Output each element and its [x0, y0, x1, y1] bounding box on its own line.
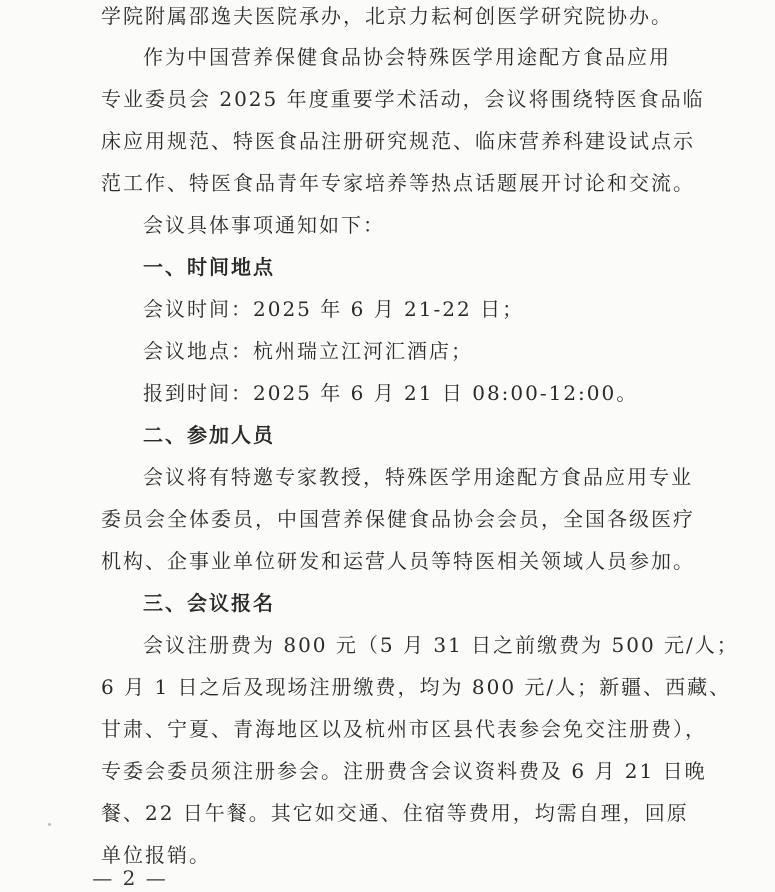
- paragraph-line: 专委会委员须注册参会。注册费含会议资料费及 6 月 21 日晚: [101, 759, 707, 783]
- section-heading-registration: 三、会议报名: [143, 591, 275, 615]
- paragraph-line: 学院附属邵逸夫医院承办，北京力耘柯创医学研究院协办。: [101, 4, 673, 28]
- paragraph-line: 机构、企事业单位研发和运营人员等特医相关领域人员参加。: [101, 549, 695, 573]
- registration-time: 报到时间：2025 年 6 月 21 日 08:00-12:00。: [143, 381, 639, 405]
- scan-speck: [48, 823, 51, 826]
- meeting-time: 会议时间：2025 年 6 月 21-22 日；: [143, 297, 525, 321]
- paragraph-line: 餐、22 日午餐。其它如交通、住宿等费用，均需自理，回原: [101, 801, 689, 825]
- paragraph-line: 床应用规范、特医食品注册研究规范、临床营养科建设试点示: [101, 129, 695, 153]
- paragraph-line: 甘肃、宁夏、青海地区以及杭州市区县代表参会免交注册费），: [101, 717, 707, 741]
- paragraph-line: 6 月 1 日之后及现场注册缴费，均为 800 元/人；新疆、西藏、: [101, 675, 732, 699]
- paragraph-line: 委员会全体委员，中国营养保健食品协会会员，全国各级医疗: [101, 507, 695, 531]
- paragraph-line: 会议注册费为 800 元（5 月 31 日之前缴费为 500 元/人；: [143, 633, 739, 657]
- meeting-location: 会议地点：杭州瑞立江河汇酒店；: [143, 339, 473, 363]
- paragraph-line: 会议将有特邀专家教授，特殊医学用途配方食品应用专业: [143, 465, 693, 489]
- page-number: — 2 —: [92, 866, 168, 890]
- section-heading-time-location: 一、时间地点: [143, 255, 275, 279]
- paragraph-line: 单位报销。: [101, 843, 211, 867]
- paragraph-line: 会议具体事项通知如下：: [143, 213, 385, 237]
- paragraph-line: 专业委员会 2025 年度重要学术活动，会议将围绕特医食品临: [101, 87, 705, 111]
- paragraph-line: 作为中国营养保健食品协会特殊医学用途配方食品应用: [143, 45, 671, 69]
- section-heading-participants: 二、参加人员: [143, 423, 275, 447]
- paragraph-line: 范工作、特医食品青年专家培养等热点话题展开讨论和交流。: [101, 171, 695, 195]
